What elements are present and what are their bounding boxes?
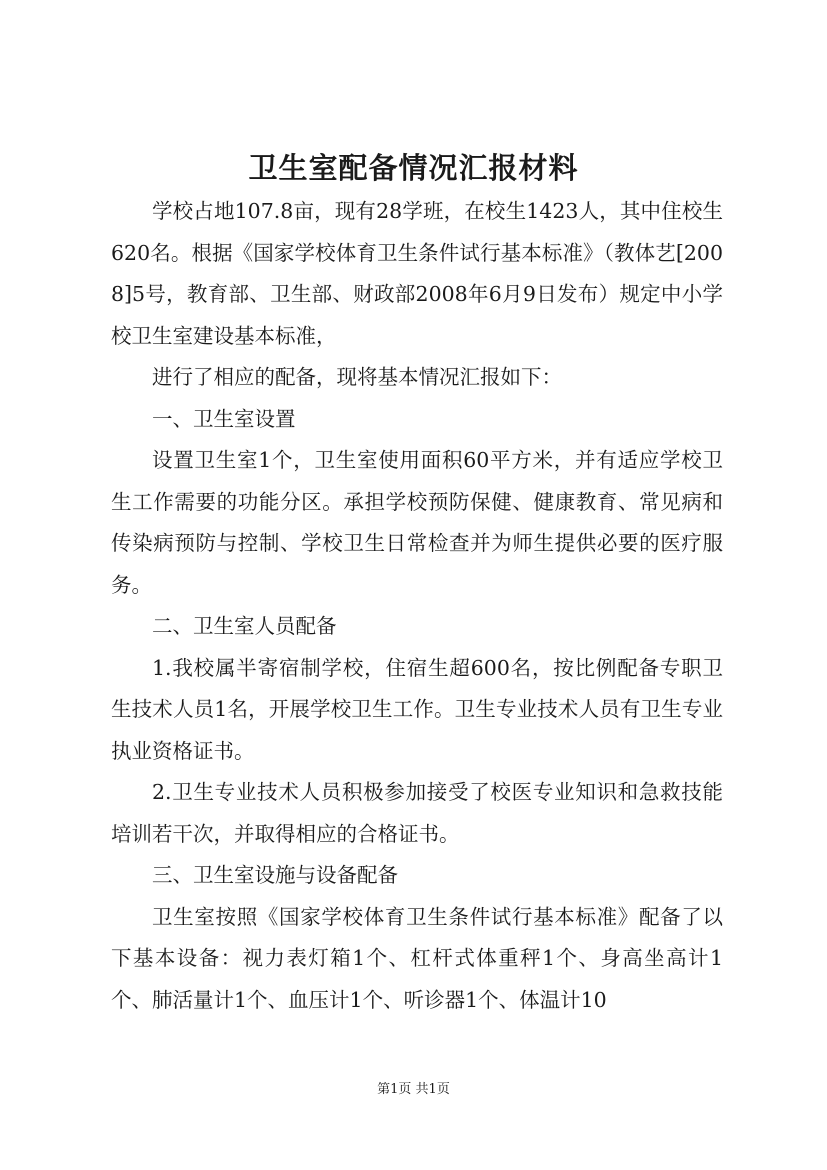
section-heading-equipment: 三、卫生室设施与设备配备: [152, 863, 398, 887]
document-body: [111, 191, 723, 1021]
section-heading-setup: 一、卫生室设置: [152, 406, 296, 431]
paragraph-intro-report: 进行了相应的配备，现将基本情况汇报如下：: [152, 365, 562, 389]
paragraph-room-setup: 设置卫生室1个，卫生室使用面积60平方米，并有适应学校卫生工作需要的功能分区。承担学校预防保健、健康教育、常见病和传染病预防与控制、学校卫生日常检查并为师生提供必要的医疗服务。: [111, 448, 723, 597]
paragraph-staff-2: 2.卫生专业技术人员积极参加接受了校医专业知识和急救技能培训若干次，并取得相应的合格证书。: [111, 780, 723, 846]
paragraph-equipment: 卫生室按照《国家学校体育卫生条件试行基本标准》配备了以下基本设备：视力表灯箱1个、杠杆式体重秤1个、身高坐高计1个、肺活量计1个、血压计1个、听诊器1个、体温计10: [111, 904, 723, 1012]
document-title: 卫生室配备情况汇报材料: [248, 151, 579, 185]
section-heading-staff: 二、卫生室人员配备: [152, 614, 337, 638]
paragraph-school-overview: 学校占地107.8亩，现有28学班，在校生1423人，其中住校生620名。根据《国家学校体育卫生条件试行基本标准》（教体艺[2008]5号，教育部、卫生部、财政部2008年6月9日发布）规定中小学校卫生室建设基本标准，: [111, 199, 723, 348]
page-footer: 第1页 共1页: [377, 1082, 450, 1097]
paragraph-staff-1: 1.我校属半寄宿制学校，住宿生超600名，按比例配备专职卫生技术人员1名，开展学校卫生工作。卫生专业技术人员有卫生专业执业资格证书。: [111, 655, 723, 763]
